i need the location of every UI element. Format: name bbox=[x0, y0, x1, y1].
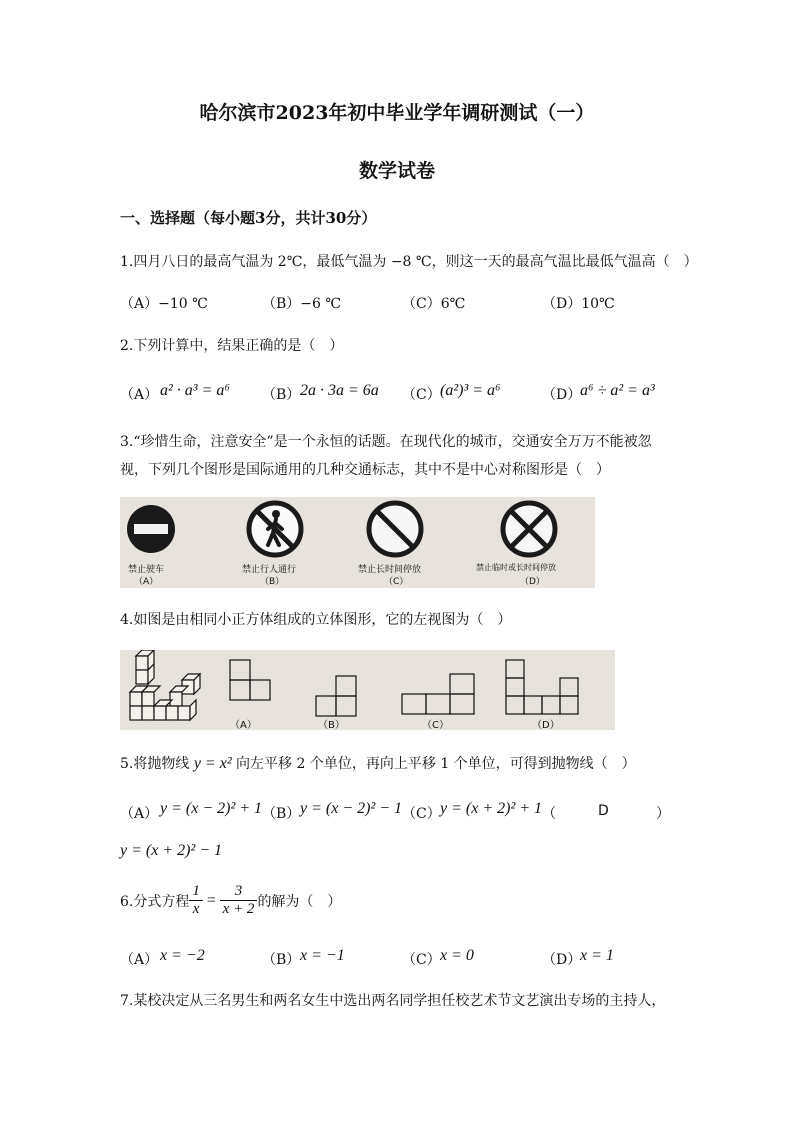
q2-option-a-label: （A） bbox=[120, 387, 159, 403]
q2-option-a-expr: a² · a³ = a⁶ bbox=[160, 382, 230, 399]
q2-option-b-expr: 2a · 3a = 6a bbox=[300, 382, 379, 399]
sign-c-caption: 禁止长时间停放 bbox=[358, 565, 422, 575]
question-3-stem-line2: 视，下列几个图形是国际通用的几种交通标志，其中不是中心对称图形是（ ） bbox=[120, 462, 610, 478]
q6-frac1-num: 1 bbox=[189, 883, 203, 901]
sign-a-caption: 禁止驶车 bbox=[128, 565, 165, 575]
q1-option-a: （A）−10 ℃ bbox=[120, 296, 208, 312]
q6-frac2-den: x + 2 bbox=[222, 901, 255, 917]
q2-option-c-label: （C） bbox=[402, 387, 441, 403]
question-1-stem: 1.四月八日的最高气温为 2℃，最低气温为 −8 ℃，则这一天的最高气温比最低气温高（ ） bbox=[120, 254, 698, 270]
q2-option-b-label: （B） bbox=[262, 387, 301, 403]
q6-fraction-right bbox=[220, 883, 258, 918]
q5-stem-expr: y = x² bbox=[193, 755, 232, 772]
view-b-letter: （B） bbox=[318, 720, 345, 731]
q6-option-b-expr: x = −1 bbox=[300, 947, 345, 964]
q5-option-d-open: （ bbox=[542, 806, 556, 822]
sign-b-caption: 禁止行人通行 bbox=[242, 565, 297, 575]
no-long-parking-sign-icon bbox=[366, 499, 424, 559]
q6-frac2-num: 3 bbox=[220, 883, 258, 901]
question-4-stem: 4.如图是由相同小正方体组成的立体图形，它的左视图为（ ） bbox=[120, 612, 512, 628]
q6-option-d-label: （D） bbox=[542, 952, 582, 968]
q5-option-d-expr: y = (x + 2)² − 1 bbox=[120, 842, 223, 859]
no-entry-sign-icon bbox=[126, 501, 176, 557]
sign-d-caption: 禁止临时或长时间停放 bbox=[476, 563, 556, 572]
question-7-stem: 7.某校决定从三名男生和两名女生中选出两名同学担任校艺术节文艺演出专场的主持人， bbox=[120, 993, 666, 1009]
q5-option-a-label: （A） bbox=[120, 806, 159, 822]
q6-frac1-den: x bbox=[192, 901, 200, 917]
q6-equals: = bbox=[205, 891, 217, 909]
q2-option-d-expr: a⁶ ÷ a² = a³ bbox=[580, 382, 655, 399]
q6-stem-post: 的解为（ ） bbox=[257, 893, 342, 910]
q6-option-c-expr: x = 0 bbox=[440, 947, 474, 964]
sign-d-letter: （D） bbox=[520, 577, 545, 587]
view-b-diagram bbox=[312, 674, 372, 718]
page-title: 哈尔滨市2023年初中毕业学年调研测试（一） bbox=[199, 102, 595, 124]
q1-option-d: （D）10℃ bbox=[542, 296, 615, 312]
q6-option-a-expr: x = −2 bbox=[160, 947, 205, 964]
q5-option-b-expr: y = (x − 2)² − 1 bbox=[300, 800, 403, 817]
cube-solid-diagram bbox=[124, 650, 216, 726]
q5-option-d-close: ） bbox=[656, 806, 670, 822]
q5-option-b-label: （B） bbox=[262, 806, 301, 822]
sign-b-letter: （B） bbox=[260, 577, 285, 587]
view-a-diagram bbox=[228, 658, 278, 718]
q6-option-c-label: （C） bbox=[402, 952, 441, 968]
cube-views-figure bbox=[120, 650, 615, 730]
q6-fraction-left bbox=[189, 883, 203, 918]
q6-option-d-expr: x = 1 bbox=[580, 947, 614, 964]
sign-c-letter: （C） bbox=[384, 577, 409, 587]
section-heading: 一、选择题（每小题3分，共计30分） bbox=[120, 209, 377, 227]
question-2-stem: 2.下列计算中，结果正确的是（ ） bbox=[120, 338, 344, 354]
view-c-letter: （C） bbox=[422, 720, 449, 731]
q6-option-a-label: （A） bbox=[120, 952, 159, 968]
q5-option-c-expr: y = (x + 2)² + 1 bbox=[440, 800, 543, 817]
q2-option-d-label: （D） bbox=[542, 387, 582, 403]
no-stopping-sign-icon bbox=[500, 499, 558, 559]
paper-subtitle: 数学试卷 bbox=[358, 160, 435, 182]
traffic-signs-figure bbox=[120, 497, 595, 588]
question-3-stem-line1: 3.“珍惜生命，注意安全”是一个永恒的话题。在现代化的城市，交通安全万万不能被忽 bbox=[120, 434, 652, 450]
q5-option-c-label: （C） bbox=[402, 806, 441, 822]
question-6-stem bbox=[120, 883, 341, 918]
no-pedestrians-sign-icon bbox=[246, 499, 304, 559]
q5-stem-post: 向左平移 2 个单位，再向上平移 1 个单位，可得到抛物线（ ） bbox=[231, 756, 636, 772]
q2-option-c-expr: (a²)³ = a⁶ bbox=[440, 382, 501, 399]
view-a-letter: （A） bbox=[230, 720, 257, 731]
q6-option-b-label: （B） bbox=[262, 952, 301, 968]
q5-option-a-expr: y = (x − 2)² + 1 bbox=[160, 800, 263, 817]
view-d-diagram bbox=[504, 658, 594, 718]
view-c-diagram bbox=[400, 672, 480, 716]
q1-option-b: （B）−6 ℃ bbox=[262, 296, 342, 312]
q5-option-d-letter: D bbox=[598, 803, 609, 819]
view-d-letter: （D） bbox=[532, 720, 560, 731]
q1-option-c: （C）6℃ bbox=[402, 296, 466, 312]
question-5-stem bbox=[120, 753, 636, 773]
q6-stem-pre: 6.分式方程 bbox=[120, 893, 190, 910]
sign-a-letter: （A） bbox=[134, 577, 159, 587]
q5-stem-pre: 5.将抛物线 bbox=[120, 756, 194, 772]
